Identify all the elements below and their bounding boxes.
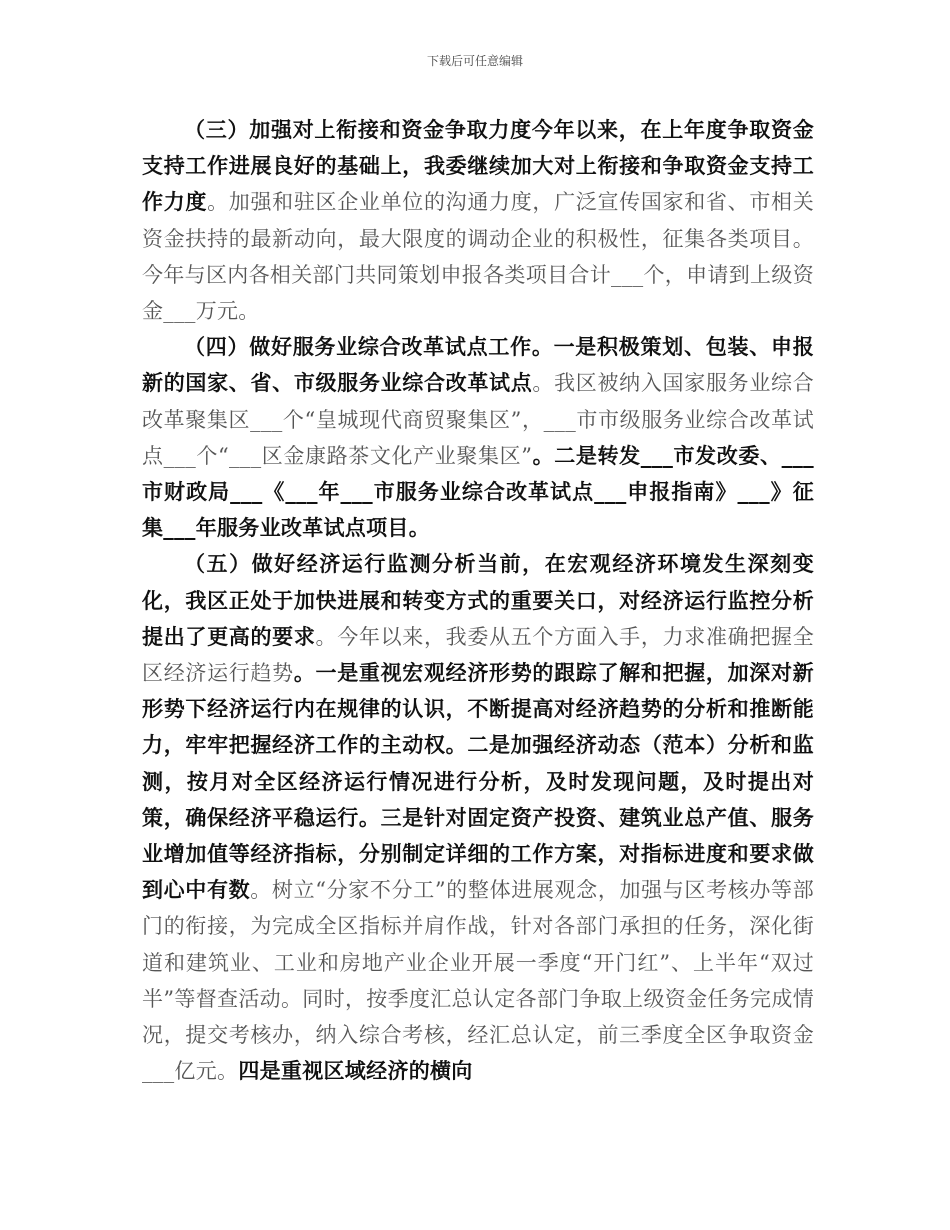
bold-text: 。一是重视宏观经济形势的跟踪了解和把握，加深对新形势下经济运行内在规律的认识，不断提高对经济趋势的分析和推断能力，牢牢把握经济工作的主动权。二是加强经济动态（范本）分析和监测，按月对全区经济运行情况进行分析，及时发现问题，及时提出对策，确保经济平稳运行。三是针对固定资产投资、建筑业总产值、服务业增加值等经济指标，分别制定详细的工作方案，对指标进度和要求做到心中有数 xyxy=(142,660,814,903)
body-text: 。今年以来，我委从五个方面入手，力求准确把握全区经济运行趋势 xyxy=(142,624,814,686)
bold-text: （五）做好经济运行监测分析当前，在宏观经济环境发生深刻变化，我区正处于加快进展和转变方式的重要关口，对经济运行监控分析提出了更高的要求 xyxy=(142,551,814,649)
body-text: 。加强和驻区企业单位的沟通力度，广泛宣传国家和省、市相关资金扶持的最新动向，最大限度的调动企业的积极性，征集各类项目。今年与区内各相关部门共同策划申报各类项目合计___个，申请到上级资金___万元。 xyxy=(142,190,814,324)
bold-text: （四）做好服务业综合改革试点工作。一是积极策划、包装、申报新的国家、省、市级服务业综合改革试点 xyxy=(142,334,814,396)
paragraph-5-economic-monitoring xyxy=(142,546,814,1089)
bold-text: （三）加强对上衔接和资金争取力度今年以来，在上年度争取资金支持工作进展良好的基础上，我委继续加大对上衔接和争取资金支持工作力度 xyxy=(142,117,814,215)
paragraph-3-funding xyxy=(142,112,814,329)
page-header: 下载后可任意编辑 xyxy=(426,54,523,68)
body-text: 。树立“分家不分工”的整体进展观念，加强与区考核办等部门的衔接，为完成全区指标并肩作战，针对各部门承担的任务，深化街道和建筑业、工业和房地产业企业开展一季度“开门红”、上半年“双过半”等督查活动。同时，按季度汇总认定各部门争取上级资金任务完成情况，提交考核办，纳入综合考核，经汇总认定，前三季度全区争取资金___亿元。 xyxy=(142,878,814,1084)
bold-text: 。二是转发___市发改委、___市财政局___《___年___市服务业综合改革试点___申报指南》___》征集___年服务业改革试点项目。 xyxy=(142,442,814,541)
paragraph-4-service-reform xyxy=(142,329,814,546)
document-body xyxy=(142,112,814,1089)
body-text: 。我区被纳入国家服务业综合改革聚集区___个“皇城现代商贸聚集区”，___市市级服务业综合改革试点___个“___区金康路茶文化产业聚集区” xyxy=(142,371,815,468)
bold-text: 四是重视区域经济的横向 xyxy=(238,1058,473,1084)
